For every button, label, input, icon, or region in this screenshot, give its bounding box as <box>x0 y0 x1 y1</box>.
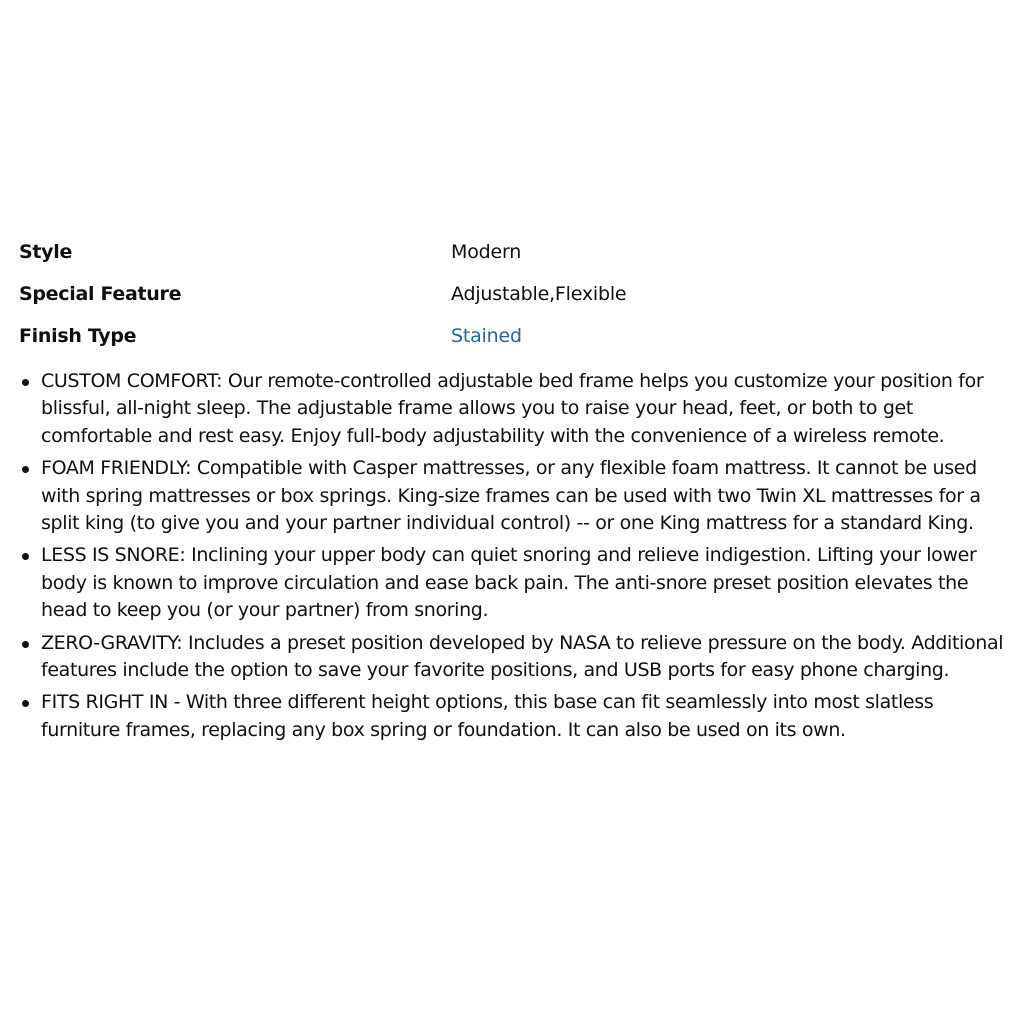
spec-label-style: Style <box>19 241 73 263</box>
feature-bullet-text: CUSTOM COMFORT: Our remote-controlled adjustable bed frame helps you customize your position for blissful, all-night sleep. The adjustable frame allows you to raise your head, feet, or both to get comfortable and rest easy. Enjoy full-body adjustability with the convenience of a wireless remote. <box>41 370 984 447</box>
feature-bullet-fits-right-in <box>19 689 1009 744</box>
product-specs-table <box>19 231 1009 357</box>
bullet-dot-icon <box>22 641 29 648</box>
feature-bullet-list <box>19 368 1009 749</box>
spec-label-special-feature: Special Feature <box>19 283 182 305</box>
feature-bullet-zero-gravity <box>19 630 1009 685</box>
feature-bullet-text: FITS RIGHT IN - With three different height options, this base can fit seamlessly into most slatless furniture frames, replacing any box spring or foundation. It can also be used on its own. <box>41 691 934 741</box>
spec-value-finish-type-link[interactable]: Stained <box>451 325 522 347</box>
feature-bullet-text: LESS IS SNORE: Inclining your upper body can quiet snoring and relieve indigestion. Lifting your lower body is known to improve circulation and ease back pain. The anti-snore preset position elevates the head to keep you (or your partner) from snoring. <box>41 544 977 622</box>
bullet-dot-icon <box>22 553 29 560</box>
bullet-dot-icon <box>22 700 29 707</box>
feature-bullet-custom-comfort <box>19 368 1009 450</box>
feature-bullet-foam-friendly <box>19 455 1009 537</box>
feature-bullet-less-is-snore <box>19 542 1009 624</box>
spec-row-special-feature <box>19 273 1009 315</box>
spec-value-style: Modern <box>451 241 522 263</box>
feature-bullet-text: ZERO-GRAVITY: Includes a preset position developed by NASA to relieve pressure on the body. Additional features include the option to save your favorite positions, and USB ports for easy phone charging. <box>41 631 1004 682</box>
spec-label-finish-type: Finish Type <box>19 325 137 347</box>
feature-bullet-text: FOAM FRIENDLY: Compatible with Casper mattresses, or any flexible foam mattress. It cannot be used with spring mattresses or box springs. King-size frames can be used with two Twin XL mattresses for a split king (to give you and your partner individual control) -- or one King mattress for a standard King. <box>41 457 981 535</box>
spec-row-style <box>19 231 1009 273</box>
spec-row-finish-type <box>19 315 1009 357</box>
spec-value-special-feature: Adjustable,Flexible <box>451 283 627 305</box>
bullet-dot-icon <box>22 379 29 386</box>
bullet-dot-icon <box>22 466 29 473</box>
